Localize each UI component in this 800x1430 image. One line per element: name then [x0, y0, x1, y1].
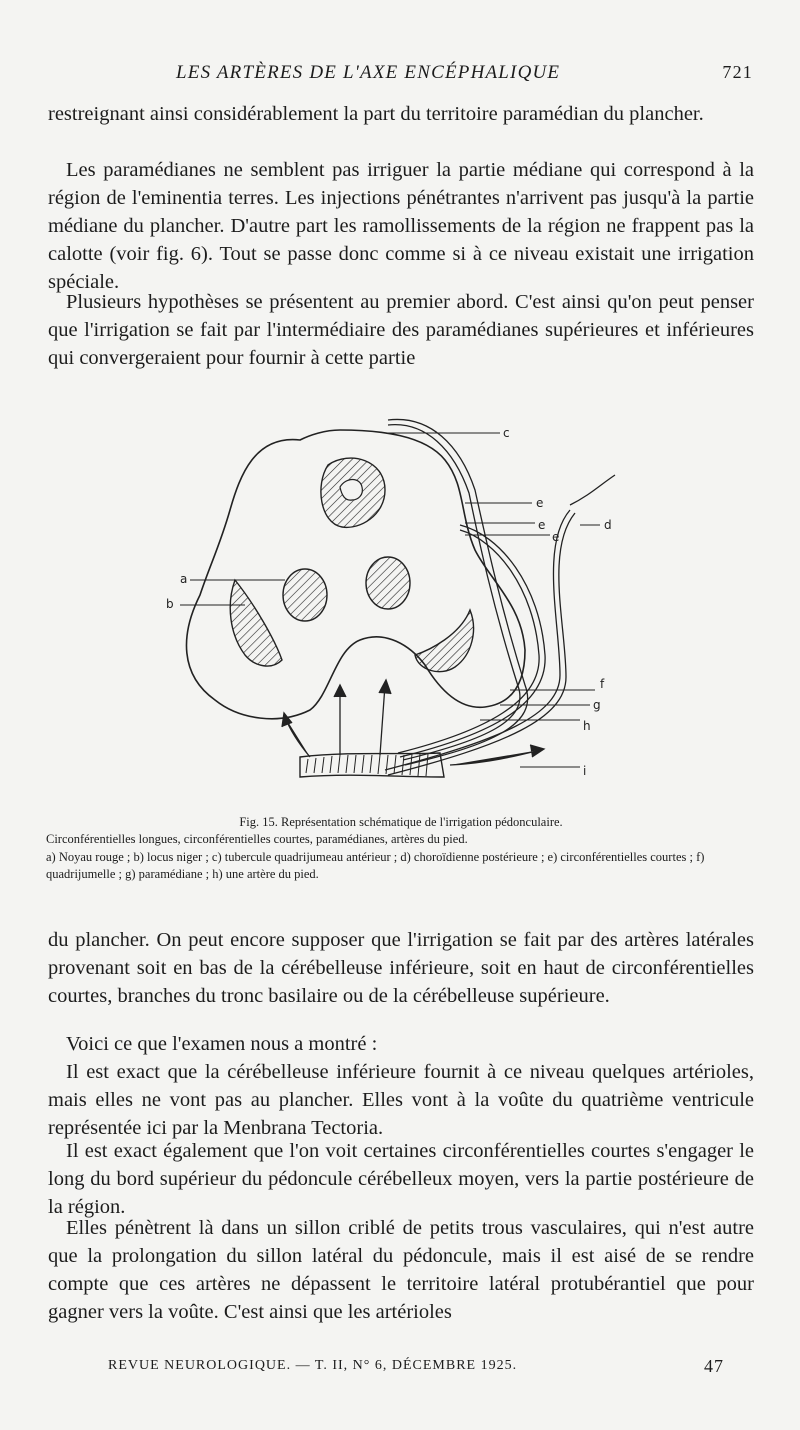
journal-reference: REVUE NEUROLOGIQUE. — T. II, N° 6, DÉCEMBRE 1925. — [108, 1358, 518, 1373]
label-i: i — [583, 764, 587, 778]
page-footer — [108, 1358, 724, 1380]
paragraph-4: du plancher. On peut encore supposer que l'irrigation se fait par des artères latérales provenant soit en bas de la cérébelleuse inférieure, soit en haut de circonférentielles courtes, branches du tronc basilaire ou de la cérébelleuse supérieure. — [48, 929, 754, 1007]
label-g: g — [593, 698, 601, 712]
running-title: LES ARTÈRES DE L'AXE ENCÉPHALIQUE — [176, 62, 561, 83]
signature-number: 47 — [704, 1356, 724, 1376]
paramedian-arrow-2 — [379, 680, 391, 755]
paragraph-7: Il est exact également que l'on voit certaines circonférentielles courtes s'engager le long du bord supérieur du pédoncule cérébelleux moyen, vers la partie postérieure de la région. — [48, 1140, 754, 1218]
figure-caption-legend: a) Noyau rouge ; b) locus niger ; c) tubercule quadrijumeau antérieur ; d) choroïdienne postérieure ; e) circonférentielles courtes ; f) quadrijumelle ; g) paramédiane ; h) une artère du pied. — [46, 850, 705, 881]
paragraph-6: Il est exact que la cérébelleuse inférieure fournit à ce niveau quelques artérioles, mais elles ne vont pas au plancher. Elles vont à la voûte du quatrième ventricule représentée ici par la Menbrana Tectoria. — [48, 1061, 754, 1139]
paramedian-arrow-3 — [282, 713, 310, 757]
locus-niger-right — [415, 610, 474, 672]
figure-caption-title: Fig. 15. Représentation schématique de l'irrigation pédonculaire. — [239, 815, 563, 829]
paragraph-2: Les paramédianes ne semblent pas irriguer la partie médiane qui correspond à la région de l'eminentia terres. Les injections pénétrantes n'arrivent pas jusqu'à la partie médiane du plancher. D'autre part les ramollissements de la région ne frappent pas la calotte (voir fig. 6). Tout se passe donc comme si à ce niveau existait une irrigation spéciale. — [48, 159, 754, 293]
locus-niger-left — [230, 580, 282, 666]
label-d: d — [604, 518, 612, 532]
basilar-hatching — [306, 754, 428, 776]
aqueduct-hole — [340, 480, 362, 501]
paragraph-3: Plusieurs hypothèses se présentent au premier abord. C'est ainsi qu'on peut penser que l'irrigation se fait par l'intermédiaire des paramédianes supérieures et inférieures qui convergeraient pour fournir à cette partie — [48, 291, 754, 369]
paramedian-arrow-1 — [334, 685, 346, 755]
page-number: 721 — [722, 62, 753, 82]
figure-caption-line2: Circonférentielles longues, circonférentielles courtes, paramédianes, artères du pied. — [46, 832, 468, 846]
label-b: b — [166, 597, 174, 611]
label-a: a — [180, 572, 188, 586]
label-e-1: e — [536, 496, 544, 510]
irrigation-diagram-svg — [160, 405, 640, 785]
label-h: h — [583, 719, 591, 733]
label-f: f — [600, 677, 605, 691]
label-c: c — [503, 426, 510, 440]
paragraph-8: Elles pénètrent là dans un sillon criblé de petits trous vasculaires, qui n'est autre que la prolongation du sillon latéral du pédoncule, mais il est aisé de se rendre compte que ces artères ne dépassent le territoire latéral protubérantiel que pour gagner vers la voûte. C'est ainsi que les artérioles — [48, 1217, 754, 1323]
red-nucleus-left — [283, 569, 327, 621]
foot-artery-arrow — [450, 745, 544, 765]
red-nucleus-right — [366, 557, 410, 609]
label-e-2: e — [538, 518, 546, 532]
label-e-3: e — [552, 530, 560, 544]
figure-15-diagram — [160, 405, 640, 785]
paragraph-1: restreignant ainsi considérablement la part du territoire paramédian du plancher. — [48, 103, 704, 125]
running-header — [48, 62, 753, 88]
paragraph-5: Voici ce que l'examen nous a montré : — [66, 1033, 378, 1055]
